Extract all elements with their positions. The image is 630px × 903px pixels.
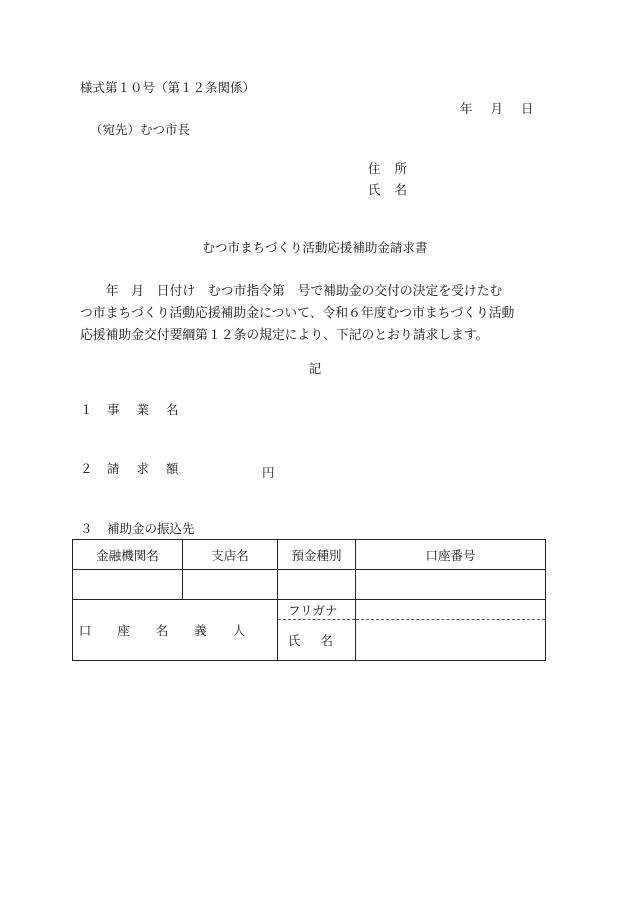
- body-line: 年 月 日付け むつ市指令第 号で補助金の交付の決定を受けたむ: [80, 284, 503, 299]
- account-number-cell[interactable]: [356, 570, 546, 600]
- holder-name-cell[interactable]: [356, 620, 546, 661]
- applicant-address-label: 住所: [368, 161, 422, 176]
- date-year-label: 年: [460, 101, 473, 116]
- ki-heading: 記: [308, 361, 322, 376]
- document-title: むつ市まちづくり活動応援補助金請求書: [202, 240, 428, 255]
- item-number: ３: [80, 521, 93, 536]
- date-day-label: 日: [521, 101, 534, 116]
- holder-name-label-cell: [278, 620, 356, 661]
- holder-name-label: 氏名: [288, 633, 354, 648]
- branch-name-cell[interactable]: [183, 570, 278, 600]
- deposit-type-cell[interactable]: [278, 570, 356, 600]
- account-holder-label: 口座名義人: [78, 623, 272, 638]
- request-body-text: [80, 281, 550, 347]
- header-account-number: 口座番号: [356, 540, 546, 570]
- table-row: [73, 600, 546, 620]
- item-project-name: [80, 404, 196, 417]
- header-branch-name: 支店名: [183, 540, 278, 570]
- item-label: 請求額: [107, 461, 196, 476]
- bank-account-table: [72, 539, 546, 661]
- furigana-cell[interactable]: [356, 600, 546, 620]
- form-number: 様式第１０号（第１２条関係）: [80, 80, 256, 95]
- item-number: ２: [80, 461, 93, 476]
- bank-name-cell[interactable]: [73, 570, 183, 600]
- date-month-label: 月: [490, 101, 504, 116]
- item-label: 事業名: [107, 402, 196, 417]
- applicant-name-label: 氏名: [368, 182, 422, 197]
- header-bank-name: 金融機関名: [73, 540, 183, 570]
- furigana-label: フリガナ: [278, 600, 356, 620]
- body-line: つ市まちづくり活動応援補助金について、令和６年度むつ市まちづくり活動: [80, 306, 515, 321]
- table-header-row: [73, 540, 546, 570]
- body-line: 応援補助金交付要綱第１２条の規定により、下記のとおり請求します。: [80, 328, 489, 343]
- header-deposit-type: 預金種別: [278, 540, 356, 570]
- addressee: （宛先）むつ市長: [90, 122, 191, 137]
- account-holder-label-cell: [73, 600, 278, 661]
- yen-unit: 円: [262, 465, 275, 480]
- item-request-amount: [80, 463, 196, 476]
- item-transfer-destination: [80, 523, 195, 536]
- item-number: １: [80, 402, 93, 417]
- date-line: [460, 103, 534, 116]
- item-label: 補助金の振込先: [107, 521, 195, 536]
- table-row: [73, 570, 546, 600]
